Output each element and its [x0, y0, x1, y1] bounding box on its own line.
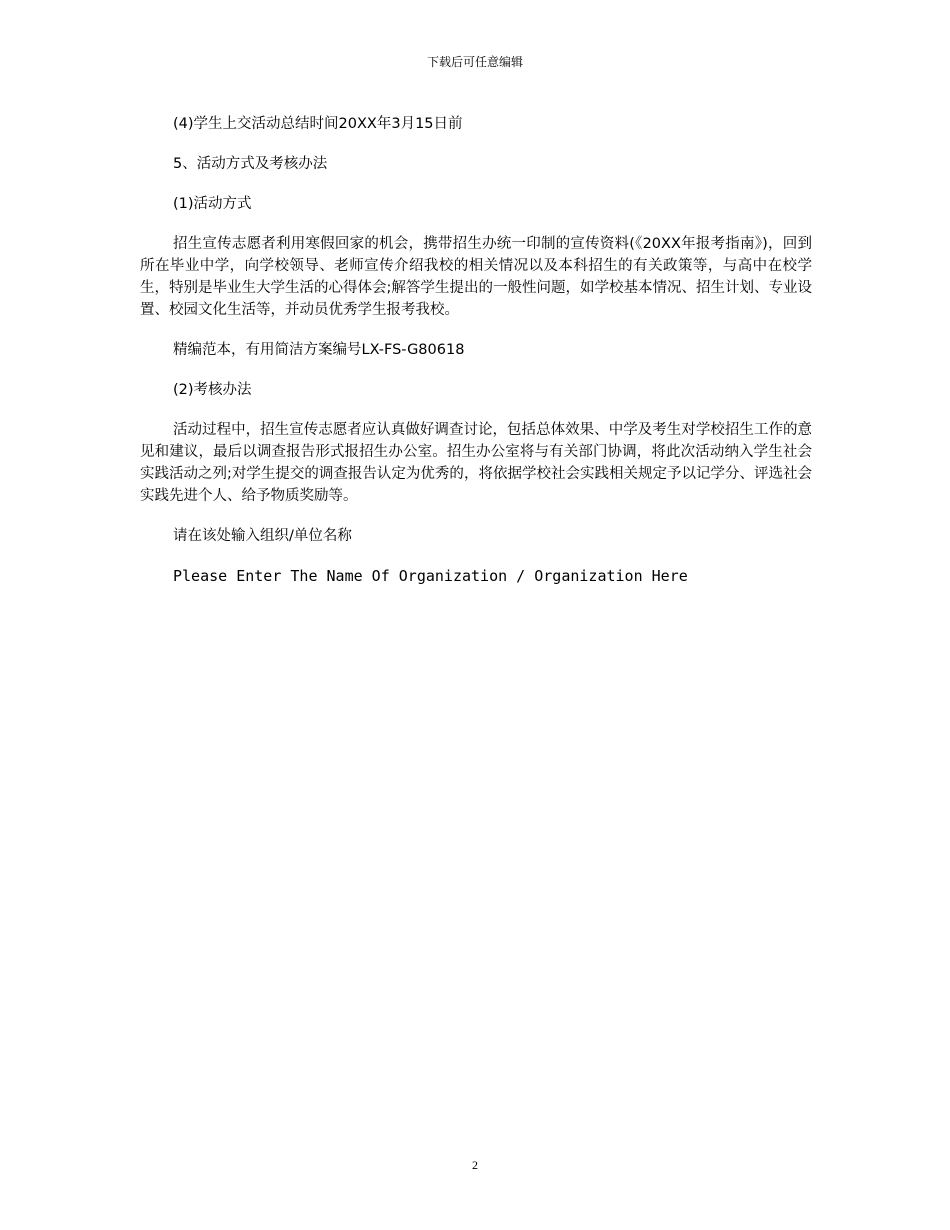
page-header: 下载后可任意编辑 — [426, 55, 523, 69]
page-number: 2 — [472, 1158, 478, 1172]
document-body — [140, 113, 812, 587]
paragraph-template-code: 精编范本，有用简洁方案编号LX-FS-G80618 — [173, 342, 465, 358]
paragraph-assessment-description: 活动过程中，招生宣传志愿者应认真做好调查讨论，包括总体效果、中学及考生对学校招生工作的意见和建议，最后以调查报告形式报招生办公室。招生办公室将与有关部门协调，将此次活动纳入学生社会实践活动之列;对学生提交的调查报告认定为优秀的，将依据学校社会实践相关规定予以记学分、评选社会实践先进个人、给予物质奖励等。 — [140, 422, 812, 504]
paragraph-submission-deadline: (4)学生上交活动总结时间20XX年3月15日前 — [173, 116, 463, 132]
org-name-placeholder-english: Please Enter The Name Of Organization / Organization Here — [173, 567, 688, 585]
subheading-assessment-method: (2)考核办法 — [173, 382, 252, 398]
paragraph-org-name-placeholder: 请在该处输入组织/单位名称 — [173, 528, 352, 544]
paragraph-activity-description: 招生宣传志愿者利用寒假回家的机会，携带招生办统一印制的宣传资料(《20XX年报考指南》)，回到所在毕业中学，向学校领导、老师宣传介绍我校的相关情况以及本科招生的有关政策等，与高中在校学生，特别是毕业生大学生活的心得体会;解答学生提出的一般性问题，如学校基本情况、招生计划、专业设置、校园文化生活等，并动员优秀学生报考我校。 — [140, 236, 812, 318]
section-heading-activity-methods: 5、活动方式及考核办法 — [173, 156, 328, 172]
subheading-activity-mode: (1)活动方式 — [173, 196, 252, 212]
